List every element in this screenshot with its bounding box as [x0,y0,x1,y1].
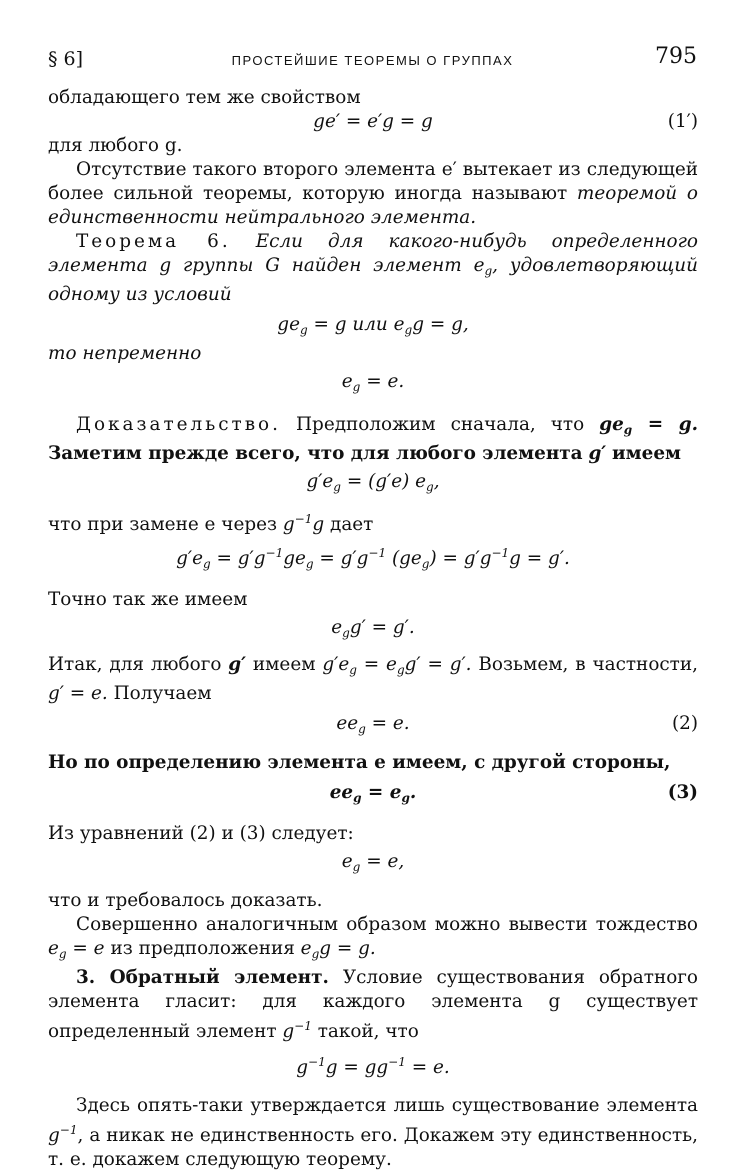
theorem-text: Если для какого-нибудь определенного элемента g группы G найден элемент [48,231,698,276]
running-title: ПРОСТЕЙШИЕ ТЕОРЕМЫ О ГРУППАХ [231,53,514,68]
paragraph-uniqueness [48,158,698,230]
text-fragment: Здесь опять-таки утверждается лишь существование элемента [76,1095,698,1116]
paragraph-text: Отсутствие такого второго элемента e′ вытекает из следующей более сильной теоремы, которую иногда называют [48,159,698,204]
text-fragment: что при замене e через [48,514,278,535]
equation-2: $ee_g = e$. (2) [336,713,698,736]
text-fragment: Возьмем, в частности, [478,654,698,675]
paragraph-itak: Итак, для любого g′ имеем $g'e_g = e_gg' = g'$. Возьмем, в частности, g′ = e. Получаем [48,654,698,704]
proof-text-2: Заметим прежде всего, что для любого элемента [48,443,583,464]
page-number: 795 [655,44,697,69]
text-line: то непременно [48,343,202,364]
section-marker: § 6] [48,48,84,70]
text-line: Но по определению элемента e имеем, с другой стороны, [48,752,671,773]
theorem-6: Теорема 6. Если для какого-нибудь определенного элемента g группы G найден элемент $e_g$, удовлетворяющий одному из условий [48,231,698,305]
proof-text: Предположим сначала, что [296,414,585,435]
equation-long-chain: $g'e_g = g'g^{-1}ge_g = g'g^{-1}$ $(ge_g) = g'g^{-1}g = g'$. [176,546,570,571]
text-fragment: из предположения [110,938,295,959]
text-line: обладающего тем же свойством [48,87,361,108]
text-line: что при замене e через $g^{-1}g$ дает [48,512,374,535]
text-fragment: , а никак не единственность его. Докажем эту единственность, т. е. докажем следующую теорему. [48,1125,698,1170]
theorem-text-2: удовлетворяющий одному из условий [48,255,698,305]
text-fragment: дает [330,514,374,535]
text-fragment: Совершенно аналогичным образом можно вывести тождество [76,914,698,935]
page-body [48,86,698,1172]
proof-label: Доказательство. [76,414,281,435]
proof-text-3: имеем [612,443,682,464]
text-line: для любого g. [48,135,183,156]
equation-conditions: $ge_g = g$ или $e_gg = g$, [277,314,469,337]
equation-word: или [352,314,388,335]
equation-number: (2) [671,713,698,734]
paragraph-inverse-element: 3. Обратный элемент. Условие существования обратного элемента гласит: для каждого элемента g существует определенный элемент $g^{-1}$ такой, что [48,967,698,1042]
equation-number: (1′) [667,111,698,132]
text-fragment: такой, что [317,1021,419,1042]
text-line: Точно так же имеем [48,589,248,610]
text-line: что и требовалось доказать. [48,890,323,911]
equation-eg-equals-e: $e_g = e$. [341,371,405,394]
text-line: Из уравнений (2) и (3) следует: [48,823,354,844]
text-fragment: Получаем [113,683,212,704]
equation-number: (3) [667,782,698,803]
running-header [48,44,697,74]
text-fragment: Условие существования обратного элемента гласит: для каждого элемента g существует определенный элемент [48,967,698,1042]
text-fragment: Итак, для любого [48,654,222,675]
paragraph-similar: Совершенно аналогичным образом можно вывести тождество $e_g = e$ из предположения $e_gg = g$. [48,914,698,961]
paragraph-last: Здесь опять-таки утверждается лишь существование элемента $g^{-1}$, а никак не единственность его. Докажем эту единственность, т. е. докажем следующую теорему. [48,1095,698,1170]
theorem-label: Теорема 6. [76,231,231,252]
equation-1-prime [48,110,698,134]
paragraph-italic: теоремой о единственности нейтрального элемента. [48,183,698,228]
proof-paragraph: Доказательство. Предположим сначала, что $ge_g = g$. Заметим прежде всего, что для любого элемента g′ имеем [48,414,698,464]
equation-text: ge′ = e′g = g [313,111,433,132]
equation-gprime-eg: $g'e_g = (g'e)$ $e_g$, [306,471,440,494]
equation-inverse: $g^{-1}g = gg^{-1} = e$. [296,1055,450,1078]
equation-eg-gprime: $e_gg' = g'$. [331,617,415,640]
equation-3: $ee_g = e_g$. (3) [329,782,698,805]
equation-conclusion: $e_g = e$, [341,851,405,874]
section-heading: 3. Обратный элемент. [76,967,329,988]
text-fragment: имеем [252,654,316,675]
